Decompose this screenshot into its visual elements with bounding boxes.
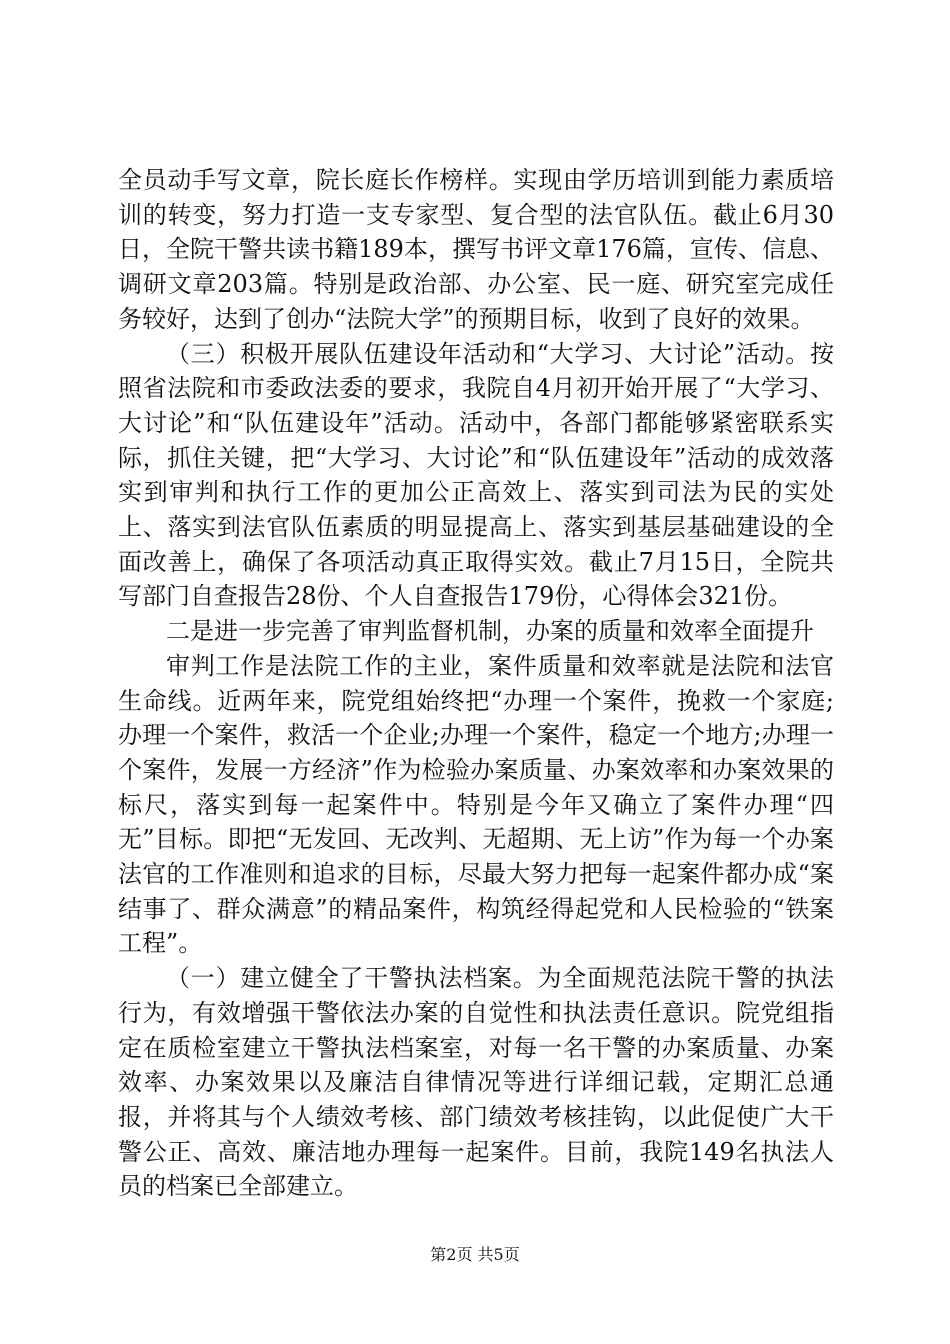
paragraph-team-building-year: （三）积极开展队伍建设年活动和“大学习、大讨论”活动。按照省法院和市委政法委的要求，我院自4月初开始开展了“大学习、大讨论”和“队伍建设年”活动。活动中，各部门都能够紧密联系实际，抓住关键，把“大学习、大讨论”和“队伍建设年”活动的成效落实到审判和执行工作的更加公正高效上、落实到司法为民的实处上、落实到法官队伍素质的明显提高上、落实到基层基础建设的全面改善上，确保了各项活动真正取得实效。截止7月15日，全院共写部门自查报告28份、个人自查报告179份，心得体会321份。 — [118, 339, 834, 611]
paragraph-reading-results: 全员动手写文章，院长庭长作榜样。实现由学历培训到能力素质培训的转变，努力打造一支专家型、复合型的法官队伍。截止6月30日，全院干警共读书籍189本，撰写书评文章176篇，宣传、信息、调研文章203篇。特别是政治部、办公室、民一庭、研究室完成任务较好，达到了创办“法院大学”的预期目标，收到了良好的效果。 — [118, 166, 834, 333]
document-body — [118, 163, 834, 1204]
page-footer — [0, 1242, 950, 1265]
paragraph-trial-work: 审判工作是法院工作的主业，案件质量和效率就是法院和法官生命线。近两年来，院党组始终把“办理一个案件，挽救一个家庭;办理一个案件，救活一个企业;办理一个案件，稳定一个地方;办理一个案件，发展一方经济”作为检验办案质量、办案效率和办案效果的标尺，落实到每一起案件中。特别是今年又确立了案件办理“四无”目标。即把“无发回、无改判、无超期、无上访”作为每一个办案法官的工作准则和追求的目标，尽最大努力把每一起案件都办成“案结事了、群众满意”的精品案件，构筑经得起党和人民检验的“铁案工程”。 — [118, 651, 834, 958]
page-number-indicator: 第2页 共5页 — [430, 1245, 520, 1264]
paragraph-enforcement-archives: （一）建立健全了干警执法档案。为全面规范法院干警的执法行为，有效增强干警依法办案的自觉性和执法责任意识。院党组指定在质检室建立干警执法档案室，对每一名干警的办案质量、办案效率、办案效果以及廉洁自律情况等进行详细记载，定期汇总通报，并将其与个人绩效考核、部门绩效考核挂钩，以此促使广大干警公正、高效、廉洁地办理每一起案件。目前，我院149名执法人员的档案已全部建立。 — [118, 964, 834, 1201]
paragraph-section-heading-supervision: 二是进一步完善了审判监督机制，办案的质量和效率全面提升 — [166, 617, 814, 646]
